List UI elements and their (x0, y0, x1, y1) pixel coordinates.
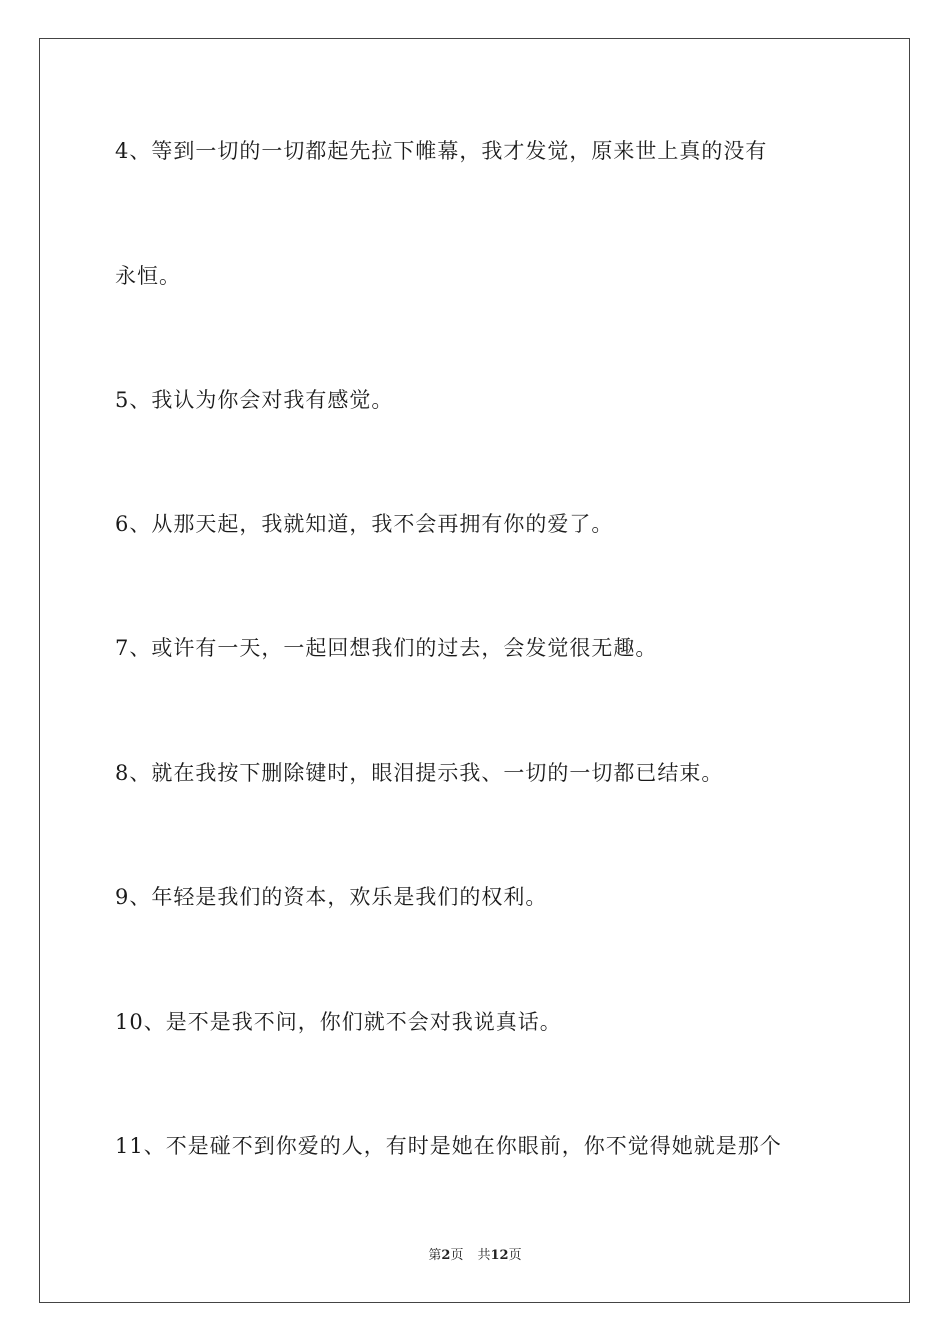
total-pages: 12 (490, 1248, 509, 1263)
page-number: 2 (441, 1248, 451, 1263)
text-line-6: 8、就在我按下删除键时，眼泪提示我、一切的一切都已结束。 (115, 761, 724, 785)
text-line-8: 10、是不是我不问，你们就不会对我说真话。 (115, 1010, 562, 1034)
text-line-9: 11、不是碰不到你爱的人，有时是她在你眼前，你不觉得她就是那个 (115, 1134, 782, 1158)
page-suffix: 页 (450, 1248, 464, 1263)
total-suffix: 页 (508, 1248, 522, 1263)
text-line-2: 永恒。 (115, 264, 181, 288)
text-line-7: 9、年轻是我们的资本，欢乐是我们的权利。 (115, 885, 548, 909)
total-prefix: 共 (477, 1248, 491, 1263)
page-prefix: 第 (428, 1248, 442, 1263)
text-line-1: 4、等到一切的一切都起先拉下帷幕，我才发觉，原来世上真的没有 (115, 139, 768, 163)
text-line-5: 7、或许有一天，一起回想我们的过去，会发觉很无趣。 (115, 636, 658, 660)
text-line-3: 5、我认为你会对我有感觉。 (115, 388, 394, 412)
page-footer (0, 1247, 950, 1265)
text-line-4: 6、从那天起，我就知道，我不会再拥有你的爱了。 (115, 512, 614, 536)
page-border (39, 38, 910, 1303)
